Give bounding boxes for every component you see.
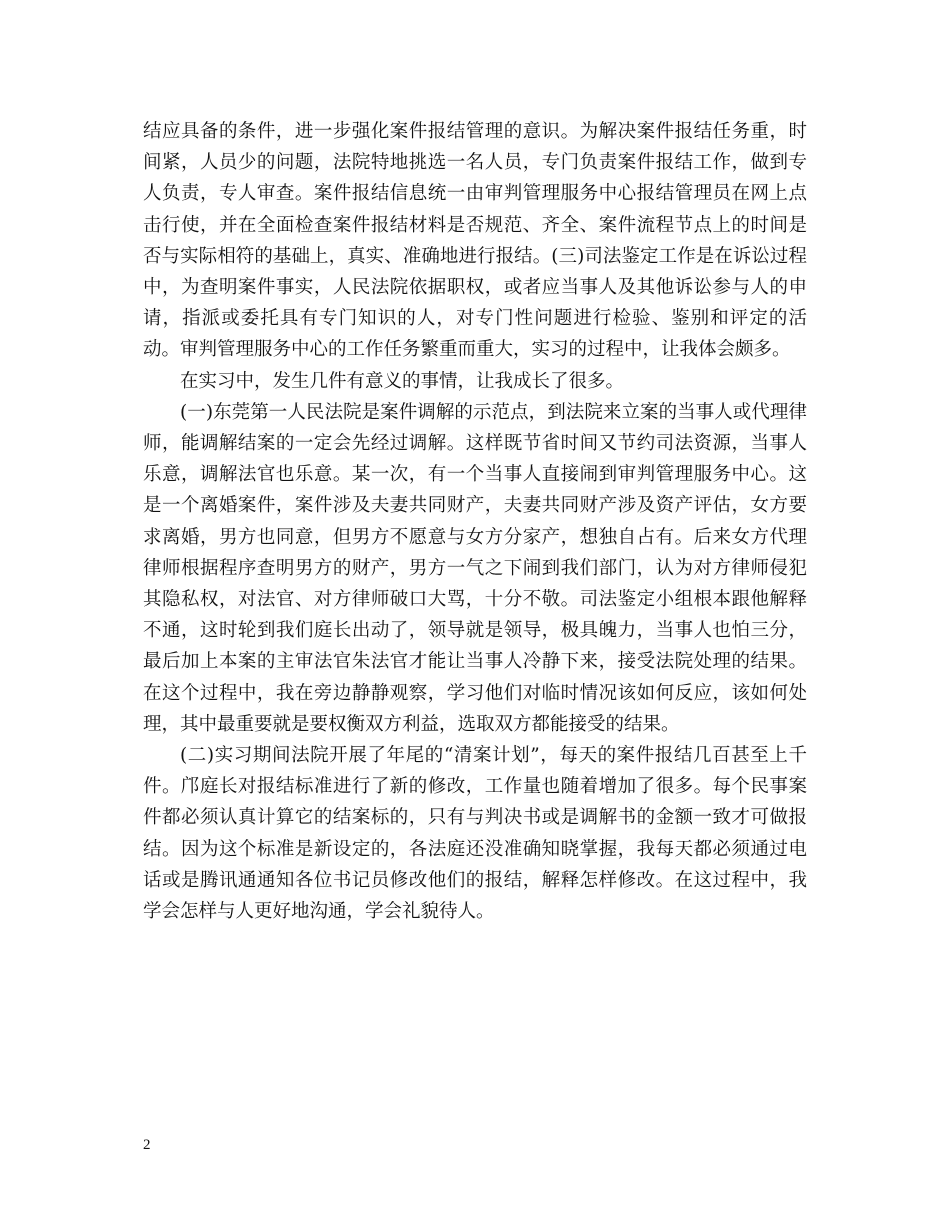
- paragraph-2: 在实习中，发生几件有意义的事情，让我成长了很多。: [180, 370, 625, 392]
- page-number: 2: [143, 1137, 151, 1153]
- paragraph-4: (二)实习期间法院开展了年尾的“清案计划”，每天的案件报结几百甚至上千件。邝庭长对报结标准进行了新的修改，工作量也随着增加了很多。每个民事案件都必须认真计算它的结案标的，只有与判决书或是调解书的金额一致才可做报结。因为这个标准是新设定的，各法庭还没准确知晓掌握，我每天都必须通过电话或是腾讯通通知各位书记员修改他们的报结，解释怎样修改。在这过程中，我学会怎样与人更好地沟通，学会礼貌待人。: [143, 745, 807, 923]
- body-text: [143, 116, 807, 927]
- paragraph-1: 结应具备的条件，进一步强化案件报结管理的意识。为解决案件报结任务重，时间紧，人员少的问题，法院特地挑选一名人员，专门负责案件报结工作，做到专人负责，专人审查。案件报结信息统一由审判管理服务中心报结管理员在网上点击行使，并在全面检查案件报结材料是否规范、齐全、案件流程节点上的时间是否与实际相符的基础上，真实、准确地进行报结。(三)司法鉴定工作是在诉讼过程中，为查明案件事实，人民法院依据职权，或者应当事人及其他诉讼参与人的申请，指派或委托具有专门知识的人，对专门性问题进行检验、鉴别和评定的活动。审判管理服务中心的工作任务繁重而重大，实习的过程中，让我体会颇多。: [143, 121, 807, 361]
- paragraph-3: (一)东莞第一人民法院是案件调解的示范点，到法院来立案的当事人或代理律师，能调解结案的一定会先经过调解。这样既节省时间又节约司法资源，当事人乐意，调解法官也乐意。某一次，有一个当事人直接闹到审判管理服务中心。这是一个离婚案件，案件涉及夫妻共同财产，夫妻共同财产涉及资产评估，女方要求离婚，男方也同意，但男方不愿意与女方分家产，想独自占有。后来女方代理律师根据程序查明男方的财产，男方一气之下闹到我们部门，认为对方律师侵犯其隐私权，对法官、对方律师破口大骂，十分不敬。司法鉴定小组根本跟他解释不通，这时轮到我们庭长出动了，领导就是领导，极具魄力，当事人也怕三分，最后加上本案的主审法官朱法官才能让当事人冷静下来，接受法院处理的结果。在这个过程中，我在旁边静静观察，学习他们对临时情况该如何反应，该如何处理，其中最重要就是要权衡双方利益，选取双方都能接受的结果。: [143, 401, 807, 735]
